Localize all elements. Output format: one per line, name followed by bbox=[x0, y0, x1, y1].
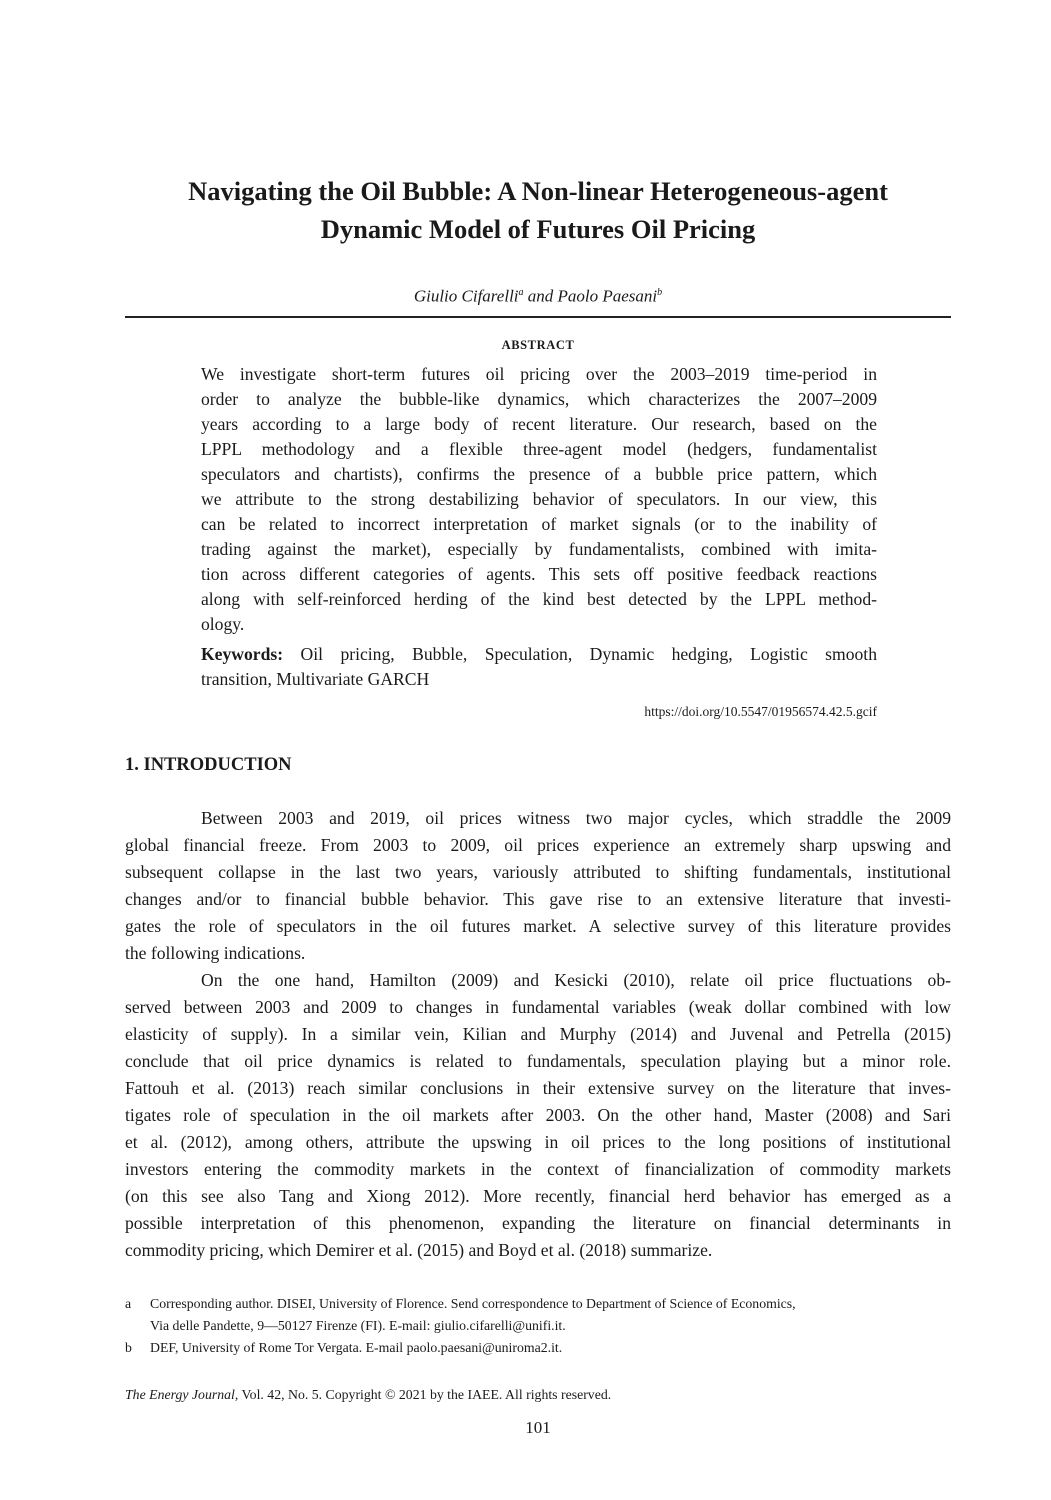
abstract-body bbox=[201, 362, 877, 637]
abstract-line: ology. bbox=[201, 614, 245, 634]
paper-title bbox=[125, 172, 951, 248]
journal-name: The Energy Journal bbox=[125, 1387, 235, 1402]
introduction-body bbox=[125, 805, 951, 1264]
section-heading-introduction: 1. INTRODUCTION bbox=[125, 755, 292, 775]
abstract-heading: ABSTRACT bbox=[501, 338, 575, 352]
abstract-line: trading against the market), especially by fundamentalists, combined with imita- bbox=[201, 539, 877, 559]
body-line: served between 2003 and 2009 to changes in fundamental variables (weak dollar combined with low bbox=[125, 997, 951, 1017]
body-line: possible interpretation of this phenomenon, expanding the literature on financial determinants in bbox=[125, 1213, 951, 1233]
abstract-line: order to analyze the bubble-like dynamics, which characterizes the 2007–2009 bbox=[201, 389, 877, 409]
journal-details: , Vol. 42, No. 5. Copyright © 2021 by the IAEE. All rights reserved. bbox=[234, 1387, 612, 1402]
title-line-1: Navigating the Oil Bubble: A Non-linear Heterogeneous-agent bbox=[188, 176, 888, 206]
body-line: Fattouh et al. (2013) reach similar conclusions in their extensive survey on the literature that inves- bbox=[125, 1078, 951, 1098]
keywords-list-part-2: transition, Multivariate GARCH bbox=[201, 669, 430, 689]
footnote-mark: b bbox=[125, 1340, 132, 1355]
footnotes bbox=[125, 1293, 951, 1359]
abstract-line: speculators and chartists), confirms the presence of a bubble price pattern, which bbox=[201, 464, 877, 484]
abstract-line: we attribute to the strong destabilizing behavior of speculators. In our view, this bbox=[201, 489, 877, 509]
abstract-line: We investigate short-term futures oil pricing over the 2003–2019 time-period in bbox=[201, 364, 877, 384]
abstract-line: tion across different categories of agents. This sets off positive feedback reactions bbox=[201, 564, 877, 584]
abstract-line: can be related to incorrect interpretation of market signals (or to the inability of bbox=[201, 514, 877, 534]
footnote-line: Via delle Pandette, 9—50127 Firenze (FI). E-mail: giulio.cifarelli@unifi.it. bbox=[150, 1318, 566, 1333]
body-line: global financial freeze. From 2003 to 2009, oil prices experience an extremely sharp upswing and bbox=[125, 835, 951, 855]
body-line: et al. (2012), among others, attribute the upswing in oil prices to the long positions of institutional bbox=[125, 1132, 951, 1152]
abstract-line: years according to a large body of recent literature. Our research, based on the bbox=[201, 414, 877, 434]
keywords-line-1 bbox=[201, 642, 877, 667]
author-list bbox=[125, 281, 951, 309]
keywords-list-part-1: Oil pricing, Bubble, Speculation, Dynamic hedging, Logistic smooth bbox=[300, 644, 877, 664]
body-line: Between 2003 and 2019, oil prices witness two major cycles, which straddle the 2009 bbox=[201, 808, 951, 828]
body-line: tigates role of speculation in the oil markets after 2003. On the other hand, Master (2008) and Sari bbox=[125, 1105, 951, 1125]
footnote-line: DEF, University of Rome Tor Vergata. E-mail paolo.paesani@uniroma2.it. bbox=[150, 1340, 563, 1355]
author-2-name: Paolo Paesani bbox=[557, 286, 658, 306]
body-line: changes and/or to financial bubble behavior. This gave rise to an extensive literature that investi- bbox=[125, 889, 951, 909]
footnote-a bbox=[125, 1293, 951, 1337]
author-2-affiliation-mark: b bbox=[657, 287, 663, 298]
author-connector: and bbox=[523, 286, 558, 306]
page-number: 101 bbox=[525, 1418, 551, 1437]
body-line: investors entering the commodity markets in the context of financialization of commodity markets bbox=[125, 1159, 951, 1179]
abstract-line: LPPL methodology and a flexible three-agent model (hedgers, fundamentalist bbox=[201, 439, 877, 459]
body-line: the following indications. bbox=[125, 943, 306, 963]
author-1-affiliation-mark: a bbox=[518, 287, 524, 298]
body-line: gates the role of speculators in the oil futures market. A selective survey of this literature provides bbox=[125, 916, 951, 936]
keywords-label: Keywords: bbox=[201, 644, 284, 664]
body-line: (on this see also Tang and Xiong 2012). More recently, financial herd behavior has emerged as a bbox=[125, 1186, 951, 1206]
body-line: elasticity of supply). In a similar vein, Kilian and Murphy (2014) and Juvenal and Petrella (2015) bbox=[125, 1024, 951, 1044]
body-line: subsequent collapse in the last two years, variously attributed to shifting fundamentals, institutional bbox=[125, 862, 951, 882]
doi-link[interactable]: https://doi.org/10.5547/01956574.42.5.gcif bbox=[644, 704, 877, 719]
body-line: conclude that oil price dynamics is related to fundamentals, speculation playing but a minor role. bbox=[125, 1051, 951, 1071]
keywords bbox=[201, 642, 877, 692]
journal-copyright-line bbox=[125, 1385, 611, 1405]
footnote-b bbox=[125, 1337, 951, 1359]
abstract-line: along with self-reinforced herding of the kind best detected by the LPPL method- bbox=[201, 589, 877, 609]
title-line-2: Dynamic Model of Futures Oil Pricing bbox=[320, 214, 756, 244]
author-1-name: Giulio Cifarelli bbox=[413, 286, 519, 306]
title-divider bbox=[125, 316, 951, 318]
footnote-line: Corresponding author. DISEI, University of Florence. Send correspondence to Department of Science of Economics, bbox=[150, 1296, 796, 1311]
footnote-mark: a bbox=[125, 1296, 132, 1311]
body-line: commodity pricing, which Demirer et al. (2015) and Boyd et al. (2018) summarize. bbox=[125, 1240, 713, 1260]
body-line: On the one hand, Hamilton (2009) and Kesicki (2010), relate oil price fluctuations ob- bbox=[201, 970, 951, 990]
